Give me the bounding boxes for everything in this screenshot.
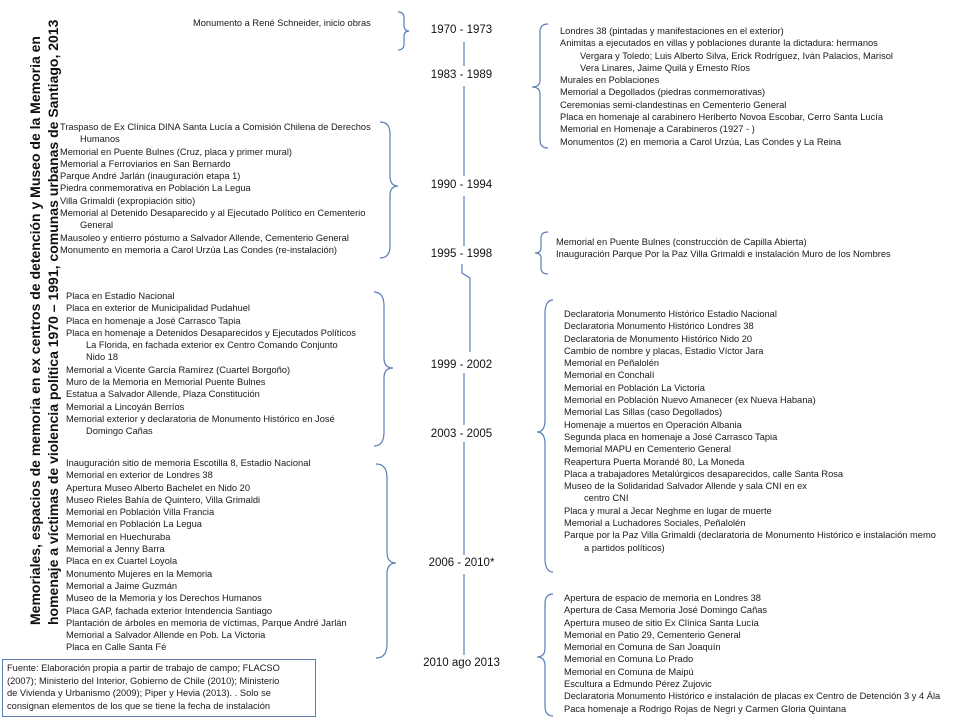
list-item: Memorial en Homenaje a Carabineros (1927 - ) [560,124,755,135]
list-item: Memorial Las Sillas (caso Degollados) [564,407,723,418]
title-line-1: Memoriales, espacios de memoria en ex centros de detención y Museo de la Memoria en [27,36,43,625]
right-list-2010 [564,592,940,715]
list-item: Museo de la Memoria y los Derechos Humanos [66,593,262,604]
list-item-continuation: General [80,220,114,231]
list-item: Memorial en Puente Bulnes (construcción de Capilla Abierta) [556,237,807,247]
list-item-continuation: centro CNI [584,493,629,504]
source-line: (2007); Ministerio del Interior, Gobierno de Chile (2010); Ministerio [7,675,280,686]
list-item: Monumento en memoria a Carol Urzúa Las Condes (re-instalación) [60,244,337,255]
title-line-2: homenaje a víctimas de violencia política 1970 – 1991, comunas urbanas de Santiago, 2013 [45,19,61,625]
period-1999-2002: 1999 - 2002 [430,359,493,371]
period-1990-1994: 1990 - 1994 [430,179,493,191]
left-list-2006 [66,457,347,654]
list-item: Inauguración Parque Por la Paz Villa Grimaldi e instalación Muro de los Nombres [556,249,891,260]
list-item: Cambio de nombre y placas, Estadio Víctor Jara [564,345,764,356]
brace-1999-left [374,292,393,446]
left-list-1990 [60,121,371,256]
list-item-continuation: Vergara y Toledo; Luis Alberto Silva, Erick Rodríguez, Iván Palacios, Marisol [580,50,893,61]
list-item: Memorial a Jenny Barra [66,544,165,555]
list-item: Homenaje a muertos en Operación Albania [564,419,742,430]
list-item-continuation: Vera Linares, Jaime Quilá y Ernesto Ríos [580,62,751,73]
brace-1990-left [380,122,398,258]
list-item: Memorial en Población La Legua [66,519,202,530]
list-item: Escultura a Edmundo Pérez Zujovic [564,679,712,690]
list-item: Apertura de Casa Memoria José Domingo Cañas [564,605,768,616]
list-item-continuation: Nido 18 [86,352,119,363]
list-item: Memorial MAPU en Cementerio General [564,444,731,455]
list-item: Animitas a ejecutados en villas y poblaciones durante la dictadura: hermanos [560,38,878,49]
list-item: Memorial a Jaime Guzmán [66,580,178,591]
list-item: Memorial en Peñalolén [564,358,660,369]
list-item: Memorial en Conchalí [564,370,655,381]
list-item: Apertura de espacio de memoria en Londres 38 [564,593,761,603]
list-item-continuation: La Florida, en fachada exterior ex Centro Comando Conjunto [86,340,338,351]
brace-2006-left [376,464,396,658]
list-item-continuation: Humanos [80,134,120,145]
list-item: Memorial en Comuna de San Joaquín [564,642,721,653]
source-line: consignan elementos de los que se tiene la fecha de instalación [7,700,271,711]
list-item: Placa en homenaje al carabinero Heriberto Novoa Escobar, Cerro Santa Lucía [560,112,883,123]
list-item: Placa en Estadio Nacional [66,291,175,301]
list-item: Londres 38 (pintadas y manifestaciones en el exterior) [560,26,784,36]
list-item: Apertura museo de sitio Ex Clínica Santa Lucía [564,617,759,628]
list-item: Placa en Calle Santa Fé [66,642,167,653]
list-item: Declaratoria de Monumento Histórico Nido 20 [564,333,753,344]
list-item: Parque André Jarlán (inauguración etapa 1) [60,171,241,182]
period-1970-1973: 1970 - 1973 [430,24,493,36]
list-item: Piedra conmemorativa en Población La Legua [60,183,251,194]
list-item: Mausoleo y entierro póstumo a Salvador Allende, Cementerio General [60,232,349,243]
list-item: Paca homenaje a Rodrigo Rojas de Negri y Carmen Gloria Quintana [564,703,847,714]
list-item: Declaratoria Monumento Histórico Londres 38 [564,321,754,332]
list-item: Museo Rieles Bahía de Quintero, Villa Grimaldi [66,494,261,505]
list-item: Apertura Museo Alberto Bachelet en Nido 20 [66,482,250,493]
list-item: Placa GAP, fachada exterior Intendencia Santiago [66,605,273,616]
left-list-1970 [193,17,371,29]
period-2010-2013: 2010 ago 2013 [423,657,500,669]
brace-1995-right [535,232,548,274]
list-item: Ceremonias semi-clandestinas en Cementerio General [560,99,787,110]
right-list-1970-1989 [560,25,893,148]
source-line: de Vivienda y Urbanismo (2009); Piper y Hevia (2013). . Solo se [7,688,271,698]
list-item: Memorial a Lincoyán Berríos [66,401,185,412]
list-item: Memorial en Patio 29, Cementerio General [564,629,741,640]
list-item: Reapertura Puerta Morandé 80, La Moneda [564,456,745,467]
left-list-1999 [66,290,356,438]
list-item: Parque por la Paz Villa Grimaldi (declaratoria de Monumento Histórico e instalación memo [564,530,936,541]
brace-2010-right [537,594,553,716]
list-item: Memorial en Huechuraba [66,531,171,542]
period-2003-2005: 2003 - 2005 [430,428,493,440]
period-1983-1989: 1983 - 1989 [430,69,493,81]
timeline-segment [462,264,470,352]
list-item: Memorial a Ferroviarios en San Bernardo [60,158,231,169]
brace-1970-left [398,12,409,50]
list-item: Segunda placa en homenaje a José Carrasco Tapia [564,431,778,442]
list-item: Memorial en Comuna Lo Prado [564,654,694,665]
list-item: Memorial en exterior de Londres 38 [66,470,213,481]
right-list-1999-2005 [564,308,936,554]
list-item: Memorial en Población Villa Francia [66,507,215,518]
period-2006-2010: 2006 - 2010* [428,557,495,569]
list-item: Monumento a René Schneider, inicio obras [193,18,371,28]
list-item: Museo de la Solidaridad Salvador Allende y sala CNI en ex [564,481,807,492]
list-item: Traspaso de Ex Clínica DINA Santa Lucía a Comisión Chilena de Derechos [60,122,371,132]
list-item: Memorial a Degollados (piedras conmemorativas) [560,87,766,98]
source-note [2,659,316,717]
list-item-continuation: a partidos políticos) [584,542,665,553]
list-item: Muro de la Memoria en Memorial Puente Bulnes [66,377,266,388]
list-item: Villa Grimaldi (expropiación sitio) [60,195,196,206]
brace-1999-right [537,300,553,572]
list-item: Memorial exterior y declaratoria de Monumento Histórico en José [66,413,335,424]
list-item: Memorial en Población Nuevo Amanecer (ex Nueva Habana) [564,395,816,406]
list-item-continuation: Domingo Cañas [86,426,153,437]
list-item: Memorial en Puente Bulnes (Cruz, placa y primer mural) [60,146,292,157]
list-item: Placa a trabajadores Metalúrgicos desaparecidos, calle Santa Rosa [564,468,844,479]
list-item: Monumento Mujeres en la Memoria [66,568,213,579]
right-list-1995 [556,236,891,261]
diagram-title [26,15,62,625]
list-item: Monumentos (2) en memoria a Carol Urzúa, Las Condes y La Reina [560,136,842,147]
list-item: Memorial a Salvador Allende en Pob. La Victoria [66,630,266,641]
list-item: Memorial a Vicente García Ramírez (Cuartel Borgoño) [66,364,291,375]
list-item: Placa en homenaje a José Carrasco Tapia [66,315,241,326]
list-item: Inauguración sitio de memoria Escotilla 8, Estadio Nacional [66,458,311,468]
brace-1970-right [532,24,548,148]
period-1995-1998: 1995 - 1998 [430,248,493,260]
list-item: Placa y mural a Jecar Neghme en lugar de muerte [564,505,772,516]
source-line: Fuente: Elaboración propia a partir de trabajo de campo; FLACSO [7,663,280,673]
list-item: Declaratoria Monumento Histórico e instalación de placas ex Centro de Detención 3 y 4 Ála [564,691,941,702]
list-item: Memorial en Población La Victoria [564,382,705,393]
list-item: Murales en Poblaciones [560,75,660,86]
list-item: Placa en exterior de Municipalidad Pudahuel [66,303,250,314]
list-item: Memorial en Comuna de Maipú [564,666,694,677]
list-item: Plantación de árboles en memoria de víctimas, Parque André Jarlán [66,617,347,628]
list-item: Memorial a Luchadores Sociales, Peñalolén [564,518,746,529]
list-item: Placa en ex Cuartel Loyola [66,556,178,567]
list-item: Declaratoria Monumento Histórico Estadio Nacional [564,309,777,319]
list-item: Memorial al Detenido Desaparecido y al Ejecutado Político en Cementerio [60,208,366,219]
list-item: Estatua a Salvador Allende, Plaza Constitución [66,389,260,400]
list-item: Placa en homenaje a Detenidos Desaparecidos y Ejecutados Políticos [66,327,356,338]
